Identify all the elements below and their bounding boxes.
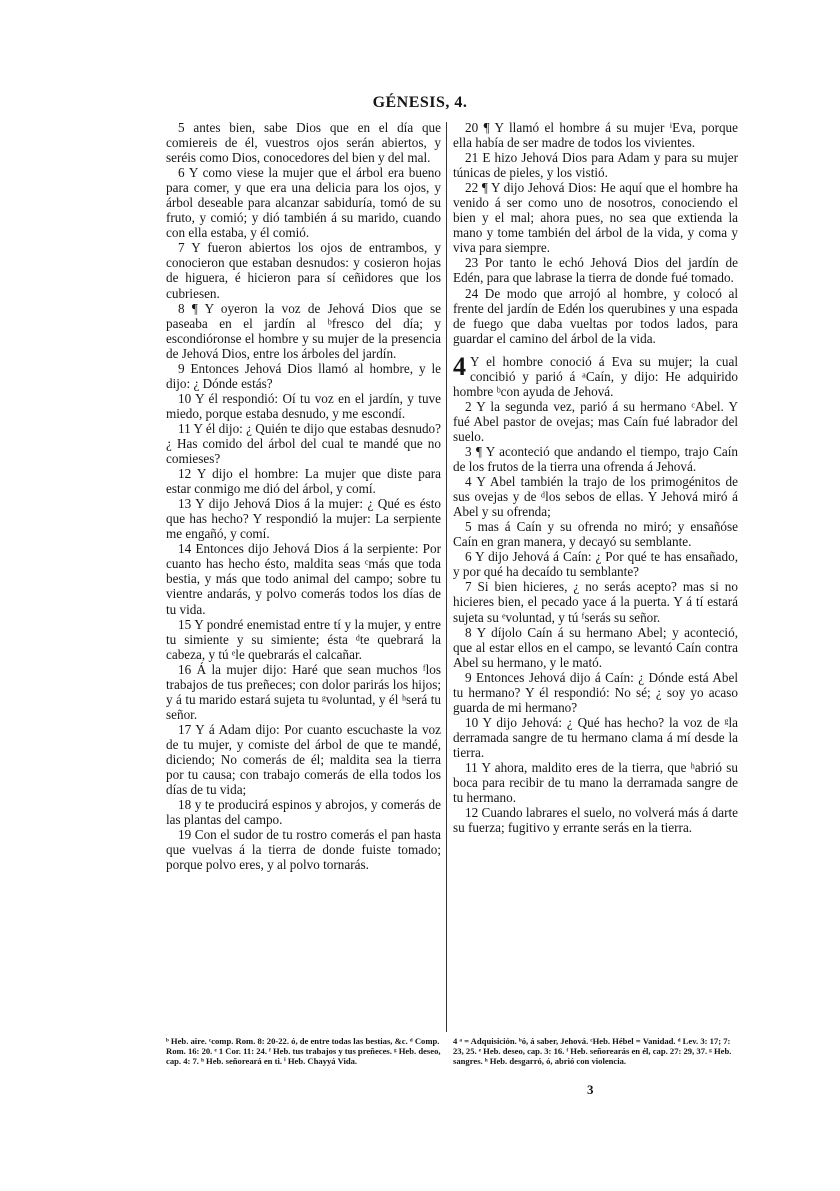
chapter-start <box>453 351 738 399</box>
verse: 4 Y Abel también la trajo de los primogénitos de sus ovejas y de ᵈlos sebos de ellas. Y Jehová miró á Abel y su ofrenda; <box>453 474 738 520</box>
chapter-number: 4 <box>453 351 466 381</box>
verse: 24 De modo que arrojó al hombre, y colocó al frente del jardín de Edén los querubines y una espada de fuego que daba vueltas por todos lados, para guardar el camino del árbol de la vida. <box>453 285 738 346</box>
verse: 5 antes bien, sabe Dios que en el día que comiereis de él, vuestros ojos serán abiertos, y seréis como Dios, conocedores del bien y del mal. <box>166 120 441 166</box>
footnote: 4 ᵃ = Adquisición. ᵇó, á saber, Jehová. ᶜHeb. Hébel = Vanidad. ᵈ Lev. 3: 17; 7: 23, 25. ᵉ Heb. deseo, cap. 3: 16. ᶠ Heb. señorearás en él, cap. 27: 29, 37. ᵍ Heb. sangres. ʰ Heb. desgarró, ó, abrió con violencia. <box>453 1036 732 1067</box>
verse: 6 Y como viese la mujer que el árbol era bueno para comer, y que era una delicia para los ojos, y árbol deseable para alcanzar sabiduría, tomó de su fruto, y comió; y dió también á su marido, cuando con ella estaba, y él comió. <box>166 165 441 241</box>
verse: 7 Y fueron abiertos los ojos de entrambos, y conocieron que estaban desnudos: y cosieron hojas de higuera, é hicieron para sí ceñidores que los cubriesen. <box>166 240 441 301</box>
verse: 7 Si bien hicieres, ¿ no serás acepto? mas si no hicieres bien, el pecado yace á la puerta. Y á tí estará sujeta su ᵉvoluntad, y tú ᶠserás su señor. <box>453 579 738 625</box>
verse: 5 mas á Caín y su ofrenda no miró; y ensañóse Caín en gran manera, y decayó su semblante. <box>453 519 738 550</box>
footnote: ᵇ Heb. aire. ᶜcomp. Rom. 8: 20-22. ó, de entre todas las bestias, &c. ᵈ Comp. Rom. 16: 20. ᵉ 1 Cor. 11: 24. ᶠ Heb. tus trabajos y tus preñeces. ᵍ Heb. deseo, cap. 4: 7. ʰ Heb. señoreará en ti. ⁱ Heb. Chayyá Vida. <box>166 1036 441 1067</box>
verse: 3 ¶ Y aconteció que andando el tiempo, trajo Caín de los frutos de la tierra una ofrenda á Jehová. <box>453 443 738 475</box>
verse: 11 Y él dijo: ¿ Quién te dijo que estabas desnudo? ¿ Has comido del árbol del cual te mandé que no comieses? <box>166 420 441 467</box>
verse: 20 ¶ Y llamó el hombre á su mujer ⁱEva, porque ella había de ser madre de todos los vivientes. <box>453 120 738 151</box>
verse: 10 Y dijo Jehová: ¿ Qué has hecho? la voz de ᵍla derramada sangre de tu hermano clama á mí desde la tierra. <box>453 714 738 760</box>
page-header: GÉNESIS, 4. <box>372 94 468 111</box>
verse: 16 Á la mujer dijo: Haré que sean muchos ᶠlos trabajos de tus preñeces; con dolor parirás los hijos; y á tu marido estará sujeta tu ᵍvoluntad, y él ʰserá tu señor. <box>166 661 441 722</box>
footnotes-right <box>453 1036 738 1067</box>
verse: 13 Y dijo Jehová Dios á la mujer: ¿ Qué es ésto que has hecho? Y respondió la mujer: La serpiente me engañó, y comí. <box>166 496 441 542</box>
verse: 21 E hizo Jehová Dios para Adam y para su mujer túnicas de pieles, y los vistió. <box>453 150 738 181</box>
left-column <box>166 120 441 872</box>
verse: 19 Con el sudor de tu rostro comerás el pan hasta que vuelvas á la tierra de donde fuiste tomado; porque polvo eres, y al polvo tornarás. <box>166 827 441 873</box>
verse: 11 Y ahora, maldito eres de la tierra, que ʰabrió su boca para recibir de tu mano la derramada sangre de tu hermano. <box>453 759 738 806</box>
verse: 2 Y la segunda vez, parió á su hermano ᶜAbel. Y fué Abel pastor de ovejas; mas Caín fué labrador del suelo. <box>453 398 738 444</box>
verse: 15 Y pondré enemistad entre tí y la mujer, y entre tu simiente y su simiente; ésta ᵈte quebrará la cabeza, y tú ᵉle quebrarás el calcañar. <box>166 616 441 662</box>
verse: 18 y te producirá espinos y abrojos, y comerás de las plantas del campo. <box>166 797 441 828</box>
page-number: 3 <box>587 1082 594 1097</box>
verse: 12 Y dijo el hombre: La mujer que diste para estar conmigo me dió del árbol, y comí. <box>166 466 441 497</box>
verse: 8 Y díjolo Caín á su hermano Abel; y aconteció, que al estar ellos en el campo, se levantó Caín contra Abel su hermano, y le mató. <box>453 624 738 670</box>
verse: 8 ¶ Y oyeron la voz de Jehová Dios que se paseaba en el jardín al ᵇfresco del día; y escondióronse el hombre y su mujer de la presencia de Jehová Dios, entre los árboles del jardín. <box>166 300 441 361</box>
chapter-first-verse: Y el hombre conoció á Eva su mujer; la cual concibió y parió á ᵃCaín, y dijo: He adquirido hombre ᵇcon ayuda de Jehová. <box>453 353 738 399</box>
column-divider <box>446 122 447 1032</box>
verse: 9 Entonces Jehová Dios llamó al hombre, y le dijo: ¿ Dónde estás? <box>166 360 441 391</box>
footnotes-left <box>166 1036 441 1067</box>
verse: 23 Por tanto le echó Jehová Dios del jardín de Edén, para que labrase la tierra de donde fué tomado. <box>453 255 738 286</box>
verse: 9 Entonces Jehová dijo á Caín: ¿ Dónde está Abel tu hermano? Y él respondió: No sé; ¿ soy yo acaso guarda de mi hermano? <box>453 669 738 715</box>
verse: 17 Y á Adam dijo: Por cuanto escuchaste la voz de tu mujer, y comiste del árbol de que te mandé, diciendo; No comerás de él; maldita sea la tierra por tu causa; con trabajo comerás de ella todos los días de tu vida; <box>166 721 441 798</box>
verse: 6 Y dijo Jehová á Caín: ¿ Por qué te has ensañado, y por qué ha decaído tu semblante? <box>453 549 738 580</box>
verse: 22 ¶ Y dijo Jehová Dios: He aquí que el hombre ha venido á ser como uno de nosotros, conociendo el bien y el mal; ahora pues, no sea que extienda la mano y tome también del árbol de la vida, y coma y viva para siempre. <box>453 180 738 256</box>
right-column <box>453 120 738 835</box>
verse: 12 Cuando labrares el suelo, no volverá más á darte su fuerza; fugitivo y errante serás en la tierra. <box>453 805 738 836</box>
verse: 10 Y él respondió: Oí tu voz en el jardín, y tuve miedo, porque estaba desnudo, y me escondí. <box>166 390 441 421</box>
verse: 14 Entonces dijo Jehová Dios á la serpiente: Por cuanto has hecho ésto, maldita seas ᶜmás que toda bestia, y más que todo animal del campo; sobre tu vientre andarás, y polvo comerás todos los días de tu vida. <box>166 541 441 617</box>
